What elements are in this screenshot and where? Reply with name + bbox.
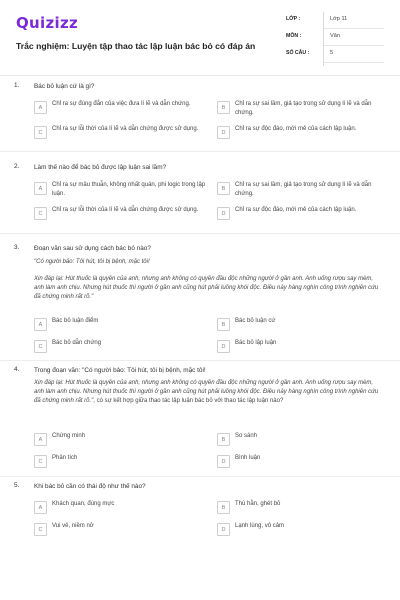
option-letter: A: [34, 182, 47, 195]
question-text: Đoạn văn sau sử dụng cách bác bỏ nào?: [34, 245, 151, 252]
option-d[interactable]: [217, 125, 389, 144]
option-letter: C: [34, 340, 47, 353]
option-letter: B: [217, 318, 230, 331]
option-c[interactable]: [34, 125, 206, 144]
option-letter: C: [34, 207, 47, 220]
option-a[interactable]: [34, 317, 206, 336]
option-letter: D: [217, 207, 230, 220]
option-b[interactable]: [217, 432, 389, 451]
separator: [0, 151, 400, 152]
question-text: Làm thế nào để bác bỏ được lập luận sai lầm?: [34, 164, 167, 171]
option-text: Bác bỏ luận cứ: [235, 318, 276, 324]
passage-tail: , có sự kết hợp giữa thao tác lập luận bác bỏ với thao tác lập luận nào?: [93, 398, 284, 404]
option-d[interactable]: [217, 206, 389, 225]
question-number: 1.: [14, 82, 20, 89]
option-letter: B: [217, 182, 230, 195]
option-c[interactable]: [34, 339, 206, 358]
divider: [0, 75, 400, 76]
question-number: 2.: [14, 163, 20, 170]
quizizz-logo: Quizizz: [16, 14, 79, 32]
question-passage: [34, 379, 384, 406]
meta-key: MÔN :: [286, 33, 302, 39]
question-quote: "Có người bảo: Tôi hút, tôi bị bệnh, mặc tôi!: [34, 259, 150, 265]
option-a[interactable]: [34, 181, 206, 200]
meta-value: 5: [330, 50, 334, 56]
page-title: Trắc nghiệm: Luyện tập thao tác lập luận bác bỏ có đáp án: [16, 41, 256, 51]
option-letter: D: [217, 340, 230, 353]
option-text: Bác bỏ dẫn chứng: [52, 340, 102, 346]
question-number: 3.: [14, 244, 20, 251]
option-d[interactable]: [217, 339, 389, 358]
option-text: Thù hằn, ghét bỏ: [235, 501, 281, 507]
question-text: Bác bỏ luận cứ là gì?: [34, 83, 95, 90]
option-letter: C: [34, 455, 47, 468]
option-text: So sánh: [235, 433, 258, 439]
option-text: Chỉ ra sự đúng đắn của việc đưa lí lẽ và dẫn chứng.: [52, 101, 191, 107]
meta-key: LỚP :: [286, 16, 301, 22]
option-text: Chỉ ra sự độc đáo, mới mẻ của cách lập luận.: [235, 126, 357, 132]
question-3: [14, 244, 386, 354]
option-c[interactable]: [34, 454, 206, 473]
question-2: [14, 163, 386, 227]
meta-value: Văn: [330, 33, 340, 39]
option-text: Chỉ ra sự lỗi thời của lí lẽ và dẫn chứng được sử dụng.: [52, 207, 199, 213]
question-number: 5.: [14, 482, 20, 489]
question-1: [14, 82, 386, 146]
header: [16, 12, 384, 66]
option-b[interactable]: [217, 100, 389, 119]
meta-row-count: [286, 46, 384, 63]
option-c[interactable]: [34, 206, 206, 225]
meta-row-class: [286, 12, 384, 29]
option-letter: A: [34, 318, 47, 331]
option-letter: A: [34, 433, 47, 446]
option-text: Lạnh lùng, vô cảm: [235, 523, 285, 529]
option-a[interactable]: [34, 432, 206, 451]
question-text: Khi bác bỏ cần có thái độ như thế nào?: [34, 483, 146, 490]
option-d[interactable]: [217, 522, 389, 541]
option-c[interactable]: [34, 522, 206, 541]
option-letter: A: [34, 501, 47, 514]
option-text: Chỉ ra sự độc đáo, mới mẻ của cách lập luận.: [235, 207, 357, 213]
option-d[interactable]: [217, 454, 389, 473]
option-b[interactable]: [217, 500, 389, 519]
meta-key: SỐ CÂU :: [286, 50, 310, 56]
question-5: [14, 482, 386, 546]
meta-box: [286, 12, 384, 66]
separator: [0, 233, 400, 234]
meta-row-subject: [286, 29, 384, 46]
question-number: 4.: [14, 366, 20, 373]
option-a[interactable]: [34, 100, 206, 119]
question-4: [14, 366, 386, 472]
option-text: Chỉ ra sự sai lầm, giả tạo trong sử dụng lí lẽ và dẫn chứng.: [235, 101, 372, 116]
option-text: Phân tích: [52, 455, 78, 461]
question-text: Trong đoạn văn: "Có người bảo: Tôi hút, tôi bị bệnh, mặc tôi!: [34, 367, 206, 374]
option-text: Vui vẻ, niềm nở: [52, 523, 94, 529]
option-letter: D: [217, 523, 230, 536]
option-letter: C: [34, 126, 47, 139]
option-letter: B: [217, 501, 230, 514]
meta-value: Lớp 11: [330, 16, 348, 22]
option-text: Chỉ ra sự lỗi thời của lí lẽ và dẫn chứng được sử dụng.: [52, 126, 199, 132]
option-text: Khách quan, đúng mực: [52, 501, 115, 507]
option-b[interactable]: [217, 181, 389, 200]
option-letter: A: [34, 101, 47, 114]
option-a[interactable]: [34, 500, 206, 519]
option-letter: D: [217, 455, 230, 468]
option-b[interactable]: [217, 317, 389, 336]
option-text: Chỉ ra sự sai lầm, giả tạo trong sử dụng lí lẽ và dẫn chứng.: [235, 182, 372, 197]
option-letter: D: [217, 126, 230, 139]
option-text: Bình luận: [235, 455, 261, 461]
option-text: Bác bỏ luận điểm: [52, 318, 99, 324]
separator: [0, 360, 400, 361]
passage-italic: Xin đáp lại: Hút thuốc là quyền của anh, nhưng anh không có quyền đầu độc những người ở gần anh. Anh uống rượu say mèm, anh làm anh chịu. Nhưng hút thuốc thì người ở gần anh cũng hút phải luồng khói độc. Điều này hàng nghìn công trình nghiên cứu đã chứng minh rất rõ.": [34, 380, 379, 404]
separator: [0, 476, 400, 477]
option-text: Chứng minh: [52, 433, 86, 439]
question-passage: Xin đáp lại: Hút thuốc là quyền của anh, nhưng anh không có quyền đầu độc những người ở gần anh. Anh uống rượu say mèm, anh làm anh chịu. Nhưng hút thuốc thì người ở gần anh cũng hút phải luồng khói độc. Điều này hàng nghìn công trình nghiên cứu đã chứng minh rất rõ.": [34, 276, 379, 300]
option-text: Bác bỏ lập luận: [235, 340, 277, 346]
option-letter: B: [217, 433, 230, 446]
option-text: Chỉ ra sự mâu thuẫn, không nhất quán, phi logic trong lập luận.: [52, 182, 206, 197]
option-letter: B: [217, 101, 230, 114]
option-letter: C: [34, 523, 47, 536]
